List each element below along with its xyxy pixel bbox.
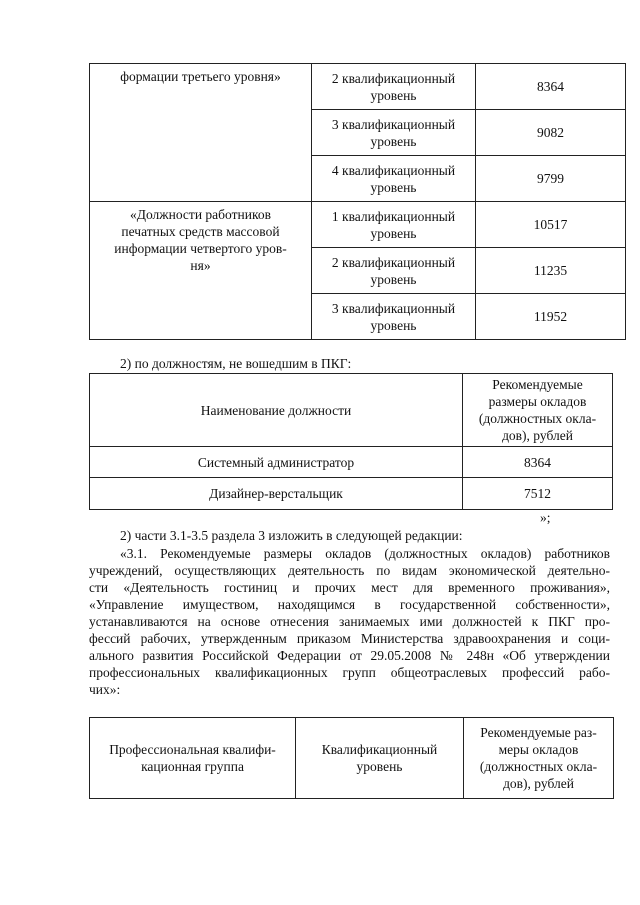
salary-cell: 7512 [463, 478, 613, 510]
header-salary [464, 718, 614, 799]
group-name-line: «Должности работников [130, 207, 271, 222]
paragraph-3-1 [89, 545, 610, 698]
level-line: уровень [370, 133, 417, 149]
level-line: уровень [370, 179, 417, 195]
level-line: 2 квалификационный [331, 254, 456, 270]
paragraph-line: учреждений, осуществляющих деятельность по видам экономической деятельно- [89, 563, 610, 578]
professional-groups-table [89, 717, 614, 799]
header-level-line: Квалификационный [321, 742, 438, 757]
group-name-cell [90, 64, 312, 202]
level-cell [312, 64, 476, 110]
group-name-line: формации третьего уровня» [120, 69, 281, 84]
closing-quote: »; [540, 510, 551, 525]
header-group-line: кационная группа [141, 759, 244, 774]
level-cell [312, 248, 476, 294]
paragraph-line: устанавливаются на основе отнесения занимаемых ими должностей к ПКГ про- [89, 614, 610, 629]
header-salary-line: размеры окладов [488, 394, 587, 409]
non-pkg-positions-table [89, 373, 613, 510]
header-salary-line: (должностных окла- [479, 759, 598, 774]
header-salary-line: (должностных окла- [478, 411, 597, 426]
level-line: 2 квалификационный [331, 70, 456, 86]
paragraph-line: сти «Деятельность гостиниц и прочих мест для временного проживания», [89, 580, 610, 595]
header-salary-line: меры окладов [498, 742, 579, 757]
paragraph-line: профессиональных квалификационных групп общеотраслевых профессий рабо- [89, 665, 610, 680]
group-name-line: информации четвертого уров- [114, 241, 287, 256]
salary-cell: 10517 [476, 202, 626, 248]
header-group [90, 718, 296, 799]
level-line: уровень [370, 317, 417, 333]
level-line: уровень [370, 271, 417, 287]
level-cell [312, 156, 476, 202]
section-heading: 2) по должностям, не вошедшим в ПКГ: [120, 356, 352, 371]
group-name-line: печатных средств массовой [121, 224, 280, 239]
level-cell [312, 202, 476, 248]
header-level-line: уровень [356, 759, 403, 774]
paragraph-line: «Управление имуществом, находящимся в государственной собственности», [89, 597, 610, 612]
position-name-cell: Системный администратор [90, 447, 463, 478]
header-salary-line: Рекомендуемые раз- [480, 725, 597, 740]
salary-cell: 11235 [476, 248, 626, 294]
header-position-name: Наименование должности [90, 374, 463, 447]
header-group-line: Профессиональная квалифи- [109, 742, 276, 757]
salary-cell: 11952 [476, 294, 626, 340]
level-cell [312, 110, 476, 156]
position-name-cell: Дизайнер-верстальщик [90, 478, 463, 510]
paragraph-line: фессий рабочих, утвержденным приказом Министерства здравоохранения и соци- [89, 631, 610, 646]
header-salary [463, 374, 613, 447]
paragraph-line: чих»: [89, 682, 121, 697]
header-salary-line: Рекомендуемые [492, 377, 583, 392]
group-name-line: ня» [190, 258, 211, 273]
level-line: уровень [370, 87, 417, 103]
salary-cell: 9082 [476, 110, 626, 156]
salary-cell: 8364 [476, 64, 626, 110]
header-salary-line: дов), рублей [503, 776, 574, 791]
header-salary-line: дов), рублей [502, 428, 573, 443]
header-level [296, 718, 464, 799]
salary-table-pkg [89, 63, 626, 340]
amendment-heading: 2) части 3.1-3.5 раздела 3 изложить в следующей редакции: [120, 528, 463, 543]
salary-cell: 8364 [463, 447, 613, 478]
level-line: 3 квалификационный [331, 300, 456, 316]
level-line: 1 квалификационный [331, 208, 456, 224]
level-line: 3 квалификационный [331, 116, 456, 132]
level-line: уровень [370, 225, 417, 241]
group-name-cell [90, 202, 312, 340]
paragraph-line: «3.1. Рекомендуемые размеры окладов (должностных окладов) работников [120, 546, 610, 561]
level-line: 4 квалификационный [331, 162, 456, 178]
salary-cell: 9799 [476, 156, 626, 202]
paragraph-line: ального развития Российской Федерации от 29.05.2008 № 248н «Об утверждении [89, 648, 610, 663]
level-cell [312, 294, 476, 340]
